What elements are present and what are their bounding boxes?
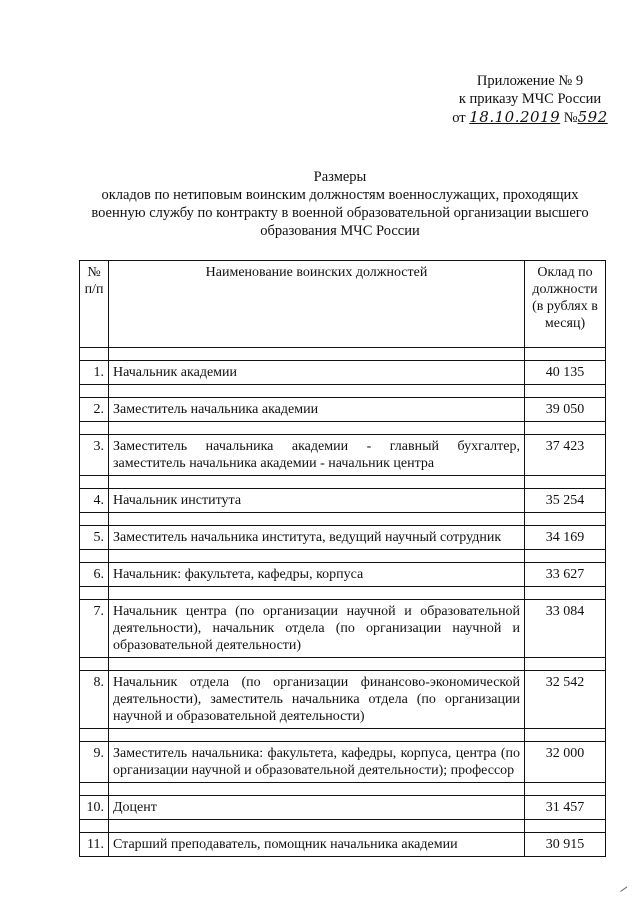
row-num: 7. <box>80 600 109 658</box>
appendix-number: Приложение № 9 <box>476 73 584 89</box>
table-row <box>80 435 606 476</box>
number-label: № <box>563 110 578 126</box>
row-name: Старший преподаватель, помощник начальника академии <box>109 833 525 857</box>
row-num: 4. <box>80 489 109 513</box>
row-salary: 30 915 <box>525 833 606 857</box>
header-name: Наименование воинских должностей <box>109 261 525 348</box>
row-salary: 33 084 <box>525 600 606 658</box>
row-num: 8. <box>80 671 109 729</box>
row-name: Начальник: факультета, кафедры, корпуса <box>109 563 525 587</box>
table-row <box>80 796 606 820</box>
header-num: № п/п <box>80 261 109 348</box>
table-header-row <box>80 261 606 348</box>
scan-mark <box>620 887 632 899</box>
title-line-4: образования МЧС России <box>260 223 420 239</box>
row-num: 2. <box>80 398 109 422</box>
table-row <box>80 833 606 857</box>
order-number: 592 <box>577 108 608 126</box>
document-title <box>60 168 620 240</box>
table-row <box>80 526 606 550</box>
row-num: 1. <box>80 361 109 385</box>
row-salary: 34 169 <box>525 526 606 550</box>
title-line-1: Размеры <box>313 169 367 185</box>
row-name: Доцент <box>109 796 525 820</box>
row-num: 5. <box>80 526 109 550</box>
row-num: 6. <box>80 563 109 587</box>
row-num: 11. <box>80 833 109 857</box>
row-name: Начальник центра (по организации научной и образовательной деятельности), начальник отдела (по организации научной и образовательной деятельности) <box>109 600 525 658</box>
salary-table <box>79 260 606 857</box>
row-name: Заместитель начальника академии <box>109 398 525 422</box>
row-salary: 40 135 <box>525 361 606 385</box>
row-num: 9. <box>80 742 109 783</box>
appendix-order-ref: к приказу МЧС России <box>458 91 602 107</box>
header-salary: Оклад по должности (в рублях в месяц) <box>525 261 606 348</box>
row-name: Заместитель начальника института, ведущий научный сотрудник <box>109 526 525 550</box>
appendix-date-line <box>440 108 620 127</box>
table-row <box>80 489 606 513</box>
row-salary: 32 000 <box>525 742 606 783</box>
row-salary: 37 423 <box>525 435 606 476</box>
row-name: Начальник института <box>109 489 525 513</box>
table-row <box>80 563 606 587</box>
row-salary: 39 050 <box>525 398 606 422</box>
row-name: Начальник академии <box>109 361 525 385</box>
title-line-2: окладов по нетиповым воинским должностям военнослужащих, проходящих <box>101 187 579 203</box>
row-salary: 32 542 <box>525 671 606 729</box>
row-name: Заместитель начальника: факультета, кафедры, корпуса, центра (по организации научной и образовательной деятельности); профессор <box>109 742 525 783</box>
title-line-3: военную службу по контракту в военной образовательной организации высшего <box>91 205 589 221</box>
row-salary: 35 254 <box>525 489 606 513</box>
row-num: 10. <box>80 796 109 820</box>
order-date: 18.10.2019 <box>469 108 561 126</box>
table-row <box>80 361 606 385</box>
table-row <box>80 398 606 422</box>
table-row <box>80 671 606 729</box>
from-label: от <box>452 110 466 126</box>
table-row <box>80 742 606 783</box>
row-num: 3. <box>80 435 109 476</box>
row-salary: 33 627 <box>525 563 606 587</box>
row-name: Начальник отдела (по организации финансово-экономической деятельности), заместитель начальника отдела (по организации научной и образовательной деятельности) <box>109 671 525 729</box>
table-row <box>80 600 606 658</box>
row-name: Заместитель начальника академии - главный бухгалтер, заместитель начальника академии - начальник центра <box>109 435 525 476</box>
row-salary: 31 457 <box>525 796 606 820</box>
appendix-block <box>440 72 620 127</box>
